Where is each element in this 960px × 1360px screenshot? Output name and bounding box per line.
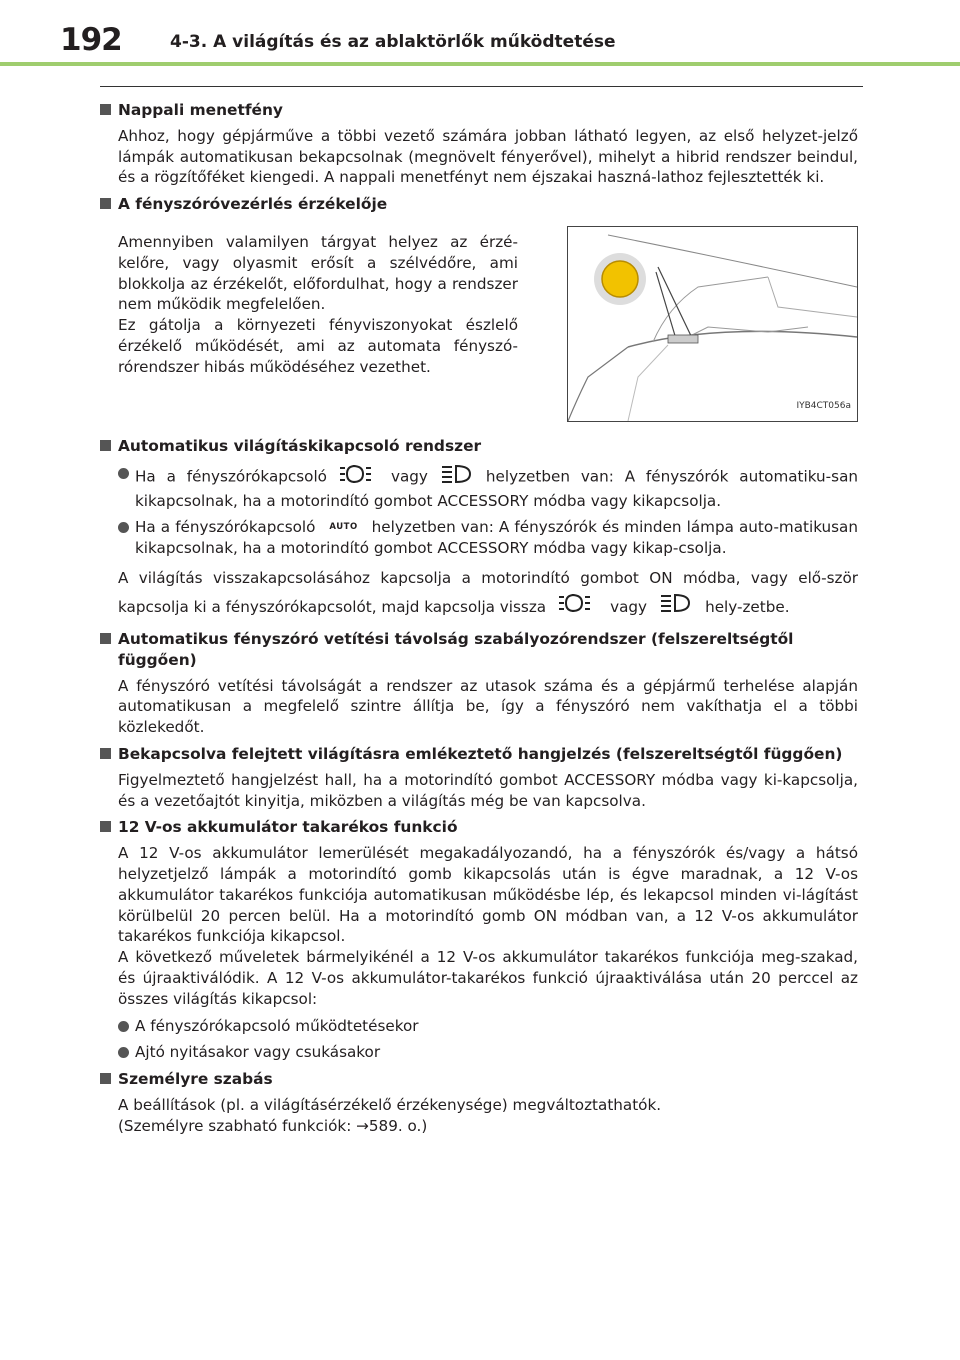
auto-icon: AUTO	[329, 522, 358, 533]
section-marker-icon	[100, 198, 111, 209]
section-heading: A fényszóróvezérlés érzékelője	[118, 195, 388, 214]
sensor-figure	[567, 226, 858, 422]
sensor-text-2: Ez gátolja a környezeti fényviszonyokat észlelő érzékelő működését, ami az automata fényszó-rórendszer hibás működéséhez vezethet.	[118, 316, 518, 376]
section-heading: Nappali menetfény	[118, 101, 283, 119]
bullet-icon	[118, 1047, 129, 1058]
section-heading: Automatikus fényszóró vetítési távolság szabályozórendszer (felszereltségtől függően)	[118, 630, 794, 669]
chapter-title: 4-3. A világítás és az ablaktörlők működtetése	[170, 32, 616, 52]
section-text: Figyelmeztető hangjelzést hall, ha a motorindító gombot ACCESSORY módba vagy ki-kapcsolja, és a vezetőajtót kinyitja, miközben a világítás még be van kapcsolva.	[118, 770, 858, 810]
tail-light-icon	[558, 592, 598, 623]
section-text: A beállítások (pl. a világításérzékelő érzékenysége) megváltoztathatók.	[118, 1096, 662, 1114]
bullet-icon	[118, 1021, 129, 1032]
section-heading: 12 V-os akkumulátor takarékos funkció	[118, 818, 458, 837]
section-text: Ahhoz, hogy gépjárművе a többi vezető számára jobban látható legyen, az első helyzet-jelző lámpák automatikusan bekapcsolnak (megnövelt fényerővel), mihelyt a hibrid rendszer beindul, és a rögzítőféket kiengedi. A nappali menetfényt nem éjszakai haszná-lathoz fejlesztették ki.	[118, 126, 858, 187]
windshield-sensor-illustration	[568, 227, 857, 421]
section-heading: Automatikus világításkikapcsoló rendszer	[118, 436, 482, 455]
section-reminder	[98, 744, 858, 811]
page-reference[interactable]: (Személyre szabható funkciók: →589. o.)	[118, 1116, 428, 1135]
headlight-icon	[440, 463, 474, 491]
section-text: A világítás visszakapcsolásához kapcsolja a motorindító gombot ON módba, vagy elő-ször kapcsolja ki a fényszórókapcsolót, majd kapcsolja vissza vagy hely-zetbe.	[118, 565, 858, 623]
section-heading: Bekapcsolva felejtett világításra emlékeztető hangjelzés (felszereltségtől függően)	[118, 745, 843, 764]
sensor-text-1: Amennyiben valamilyen tárgyat helyez az érzé-kelőre, vagy olyasmit erősít a szélvédőre, ami blokkolja az érzékelőt, előfordulhat, hogy a rendszer nem működik megfelelően.	[118, 232, 518, 314]
list-item: Ha a fényszórókapcsoló AUTO helyzetben van: A fényszórók és minden lámpa auto-matikusan kikapcsolnak, ha a motorindító gombot ACCESSORY módba vagy kikap-csolja.	[118, 517, 858, 559]
section-marker-icon	[100, 1073, 111, 1084]
section-text: A következő műveletek bármelyikénél a 12 V-os akkumulátor takarékos funkciója meg-szakad, és újraaktiválódik. A 12 V-os akkumulátor-takarékos funkció újraaktiválása után 20 perccel az összes világítás kikapcsol:	[118, 948, 858, 1008]
section-custom	[98, 1069, 858, 1136]
header-rule	[0, 62, 960, 66]
section-marker-icon	[100, 104, 111, 115]
figure-id: IYB4CT056a	[796, 401, 851, 412]
page-content	[98, 100, 858, 1143]
section-battery	[98, 817, 858, 1063]
list-item: Ajtó nyitásakor vagy csukásakor	[118, 1042, 858, 1063]
page-number: 192	[60, 22, 122, 58]
section-auto-off	[98, 436, 858, 623]
tail-light-icon	[339, 463, 379, 491]
list-item: Ha a fényszórókapcsoló vagy helyzetben van: A fényszórók automatiku-san kikapcsolnak, ha a motorindító gombot ACCESSORY módba vagy kikapcsolja.	[118, 463, 858, 512]
section-marker-icon	[100, 821, 111, 832]
section-marker-icon	[100, 633, 111, 644]
list-item: A fényszórókapcsoló működtetésekor	[118, 1016, 858, 1037]
section-text: A 12 V-os akkumulátor lemerülését megakadályozandó, ha a fényszórók és/vagy a hátsó helyzetjelző lámpák a motorindító gomb kikapcsolás után is égve maradnak, a 12 V-os akkumulátor takarékos funkciója automatikusan működésbe lép, és lekapcsol minden vi-lágítást körülbelül 20 percen belül. Ha a motorindító gomb ON módban van, a 12 V-os akkumulátor takarékos funkciója kikapcsol.	[118, 844, 858, 946]
section-marker-icon	[100, 440, 111, 451]
content-rule	[100, 86, 863, 87]
bullet-icon	[118, 468, 129, 479]
bullet-icon	[118, 522, 129, 533]
section-marker-icon	[100, 748, 111, 759]
section-sensor	[98, 194, 858, 422]
section-leveling	[98, 629, 858, 738]
page-header	[0, 0, 960, 68]
section-drl	[98, 100, 858, 188]
section-heading: Személyre szabás	[118, 1070, 273, 1089]
headlight-icon	[659, 592, 693, 623]
section-text: A fényszóró vetítési távolságát a rendszer az utasok száma és a gépjármű terhelése alapján automatikusan a megfelelő szintre állítja be, így a fényszóró nem vakíthatja el a többi közlekedőt.	[118, 676, 858, 737]
